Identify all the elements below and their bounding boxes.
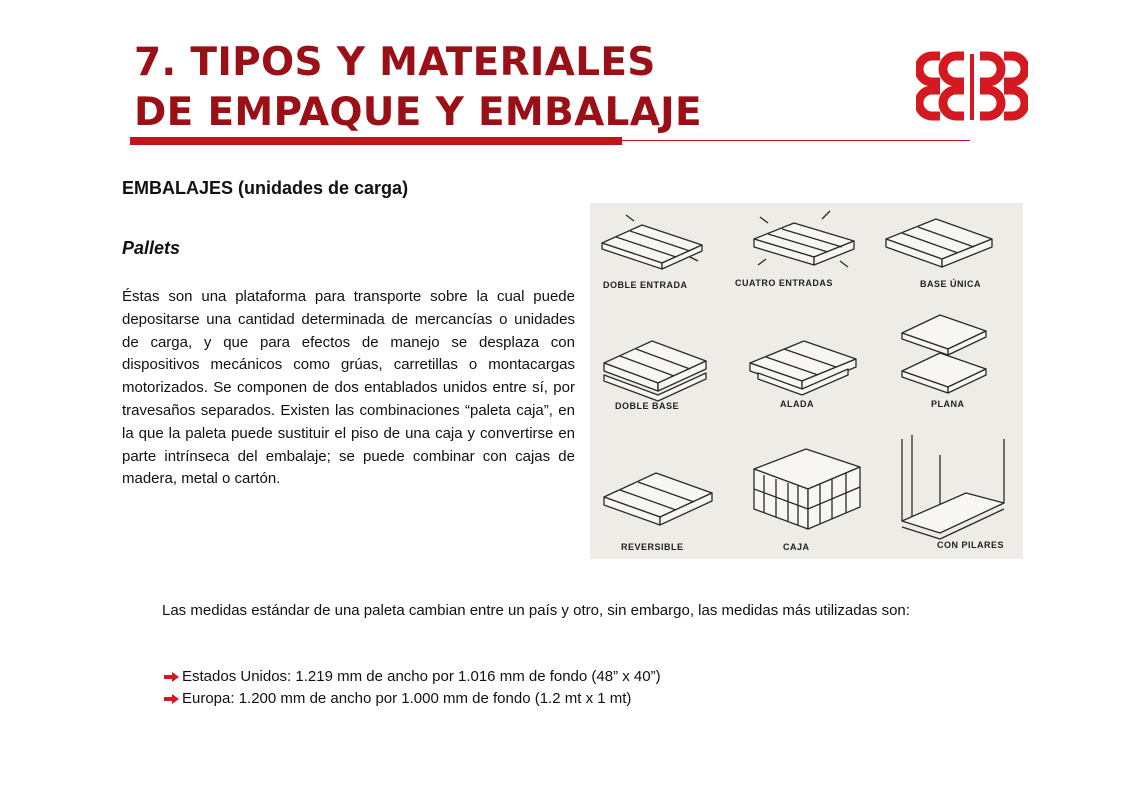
pallet-con-pilares-drawing — [902, 435, 1004, 539]
pallets-subheading: Pallets — [122, 238, 181, 258]
pallet-drawings — [590, 203, 1023, 559]
pallet-cuatro-entradas-drawing — [754, 211, 854, 267]
pallet-doble-base-drawing — [604, 341, 706, 401]
pallet-plana-drawing — [902, 315, 986, 393]
title-underline-thin — [622, 140, 970, 141]
red-arrow-bullet-icon — [164, 672, 180, 682]
measures-list — [164, 666, 661, 710]
label-doble-base: DOBLE BASE — [615, 401, 680, 411]
measure-item-text: Europa: 1.200 mm de ancho por 1.000 mm de fondo (1.2 mt x 1 mt) — [182, 690, 632, 707]
red-arrow-bullet-icon — [164, 694, 180, 704]
title-line-2: DE EMPAQUE Y EMBALAJE — [134, 90, 702, 135]
pallets-description: Éstas son una plataforma para transporte sobre la cual puede depositarse una cantidad determinada de mercancías o unidades de carga, y que para efectos de manejo se desplaza con dispositivos mecánicos como grúas, carretillas o montacargas motorizados. Se componen de dos entablados unidos entre sí, por travesaños separados. Existen las combinaciones “paleta caja”, en la que la paleta puede sustituir el piso de una caja y convertirse en parte intrínseca del embalaje; se puede combinar con cajas de madera, metal o cartón. — [122, 288, 575, 488]
label-caja: CAJA — [783, 542, 810, 552]
section-heading: EMBALAJES (unidades de carga) — [122, 178, 409, 198]
pallet-base-unica-drawing — [886, 219, 992, 267]
label-plana: PLANA — [931, 399, 965, 409]
pallet-caja-drawing — [754, 449, 860, 529]
measure-item-text: Estados Unidos: 1.219 mm de ancho por 1.016 mm de fondo (48” x 40”) — [182, 668, 661, 685]
pallet-reversible-drawing — [604, 473, 712, 525]
label-base-unica: BASE ÚNICA — [920, 279, 982, 289]
label-con-pilares: CON PILARES — [937, 540, 1005, 550]
pallet-types-illustration — [590, 203, 1023, 559]
list-item — [164, 666, 661, 688]
pallet-alada-drawing — [750, 341, 856, 395]
label-alada: ALADA — [780, 399, 814, 409]
title-line-1: 7. TIPOS Y MATERIALES — [134, 40, 656, 85]
label-cuatro-entradas: CUATRO ENTRADAS — [735, 278, 833, 288]
page-title — [134, 38, 702, 138]
pallet-doble-entrada-drawing — [602, 215, 702, 269]
label-reversible: REVERSIBLE — [621, 542, 684, 552]
measures-intro: Las medidas estándar de una paleta cambian entre un país y otro, sin embargo, las medidas más utilizadas son: — [162, 602, 910, 619]
label-doble-entrada: DOBLE ENTRADA — [603, 280, 688, 290]
title-underline-thick — [130, 137, 622, 145]
company-logo-icon — [916, 50, 1028, 126]
list-item — [164, 688, 661, 710]
